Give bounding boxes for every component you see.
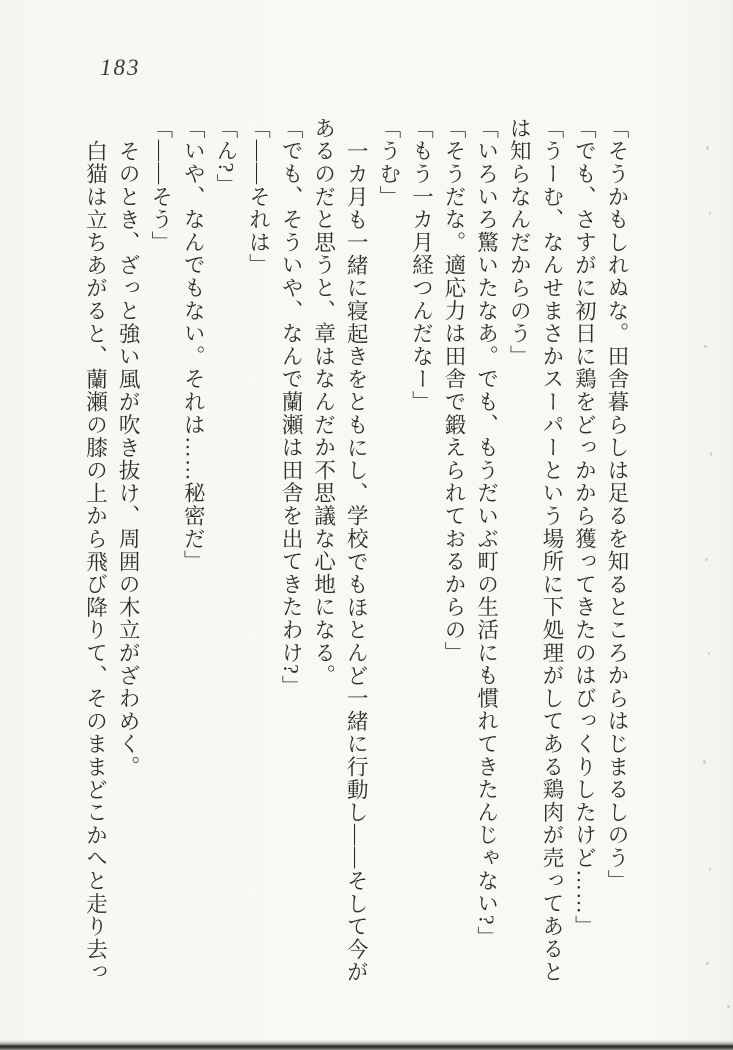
- text-column: 「うむ」: [376, 117, 401, 209]
- text-column: そのとき、ざっと強い風が吹き抜け、周囲の木立がざわめく。: [116, 139, 141, 779]
- vertical-text-block: [79, 117, 633, 984]
- text-column: 白猫は立ちあがると、蘭瀬の膝の上から飛び降りて、そのままどこかへと走り去っ: [83, 139, 108, 984]
- scan-speck: [708, 652, 710, 655]
- scan-speck: [706, 146, 709, 150]
- text-column: 「いろいろ驚いたなあ。でも、もうだいぶ町の生活にも慣れてきたんじゃない?」: [474, 117, 499, 949]
- text-column: は知らなんだからのう」: [507, 117, 532, 368]
- scan-speck: [705, 558, 708, 561]
- page-number: 183: [100, 55, 141, 80]
- page-bottom-edge: [0, 1040, 733, 1050]
- text-column: 「でも、そういや、なんで蘭瀬は田舎を出てきたわけ?」: [279, 117, 304, 698]
- text-column: 「いや、なんでもない。それは……秘密だ」: [181, 117, 206, 573]
- text-column: 「もう一カ月経つんだなー」: [409, 117, 434, 414]
- scan-speck: [703, 760, 706, 764]
- text-column: 「そうかもしれぬな。田舎暮らしは足るを知るところからはじまるしのう」: [605, 117, 629, 893]
- text-column: あるのだと思うと、章はなんだか不思議な心地になる。: [311, 117, 336, 687]
- text-column: 一カ月も一緒に寝起きをともにし、学校でもほとんど一緒に行動し——そして今が: [344, 139, 369, 984]
- scan-speck: [709, 212, 711, 215]
- text-column: 「——それは」: [246, 117, 271, 277]
- text-column: 「そうだな。適応力は田舎で鍛えられておるからの」: [442, 117, 467, 665]
- text-column: 「——そう」: [148, 117, 173, 254]
- text-column: 「でも、さすがに初日に鶏をどっかから獲ってきたのはびっくりしたけど……」: [572, 117, 597, 938]
- scan-speck: [710, 452, 712, 456]
- text-column: 「うーむ、なんせまさかスーパーという場所に下処理がしてある鶏肉が売ってあると: [539, 117, 564, 984]
- text-column: 「ん?」: [213, 117, 238, 197]
- scan-speck: [709, 868, 711, 871]
- scan-speck: [704, 345, 707, 348]
- scan-speck: [706, 962, 709, 965]
- scan-speck: [727, 1005, 730, 1008]
